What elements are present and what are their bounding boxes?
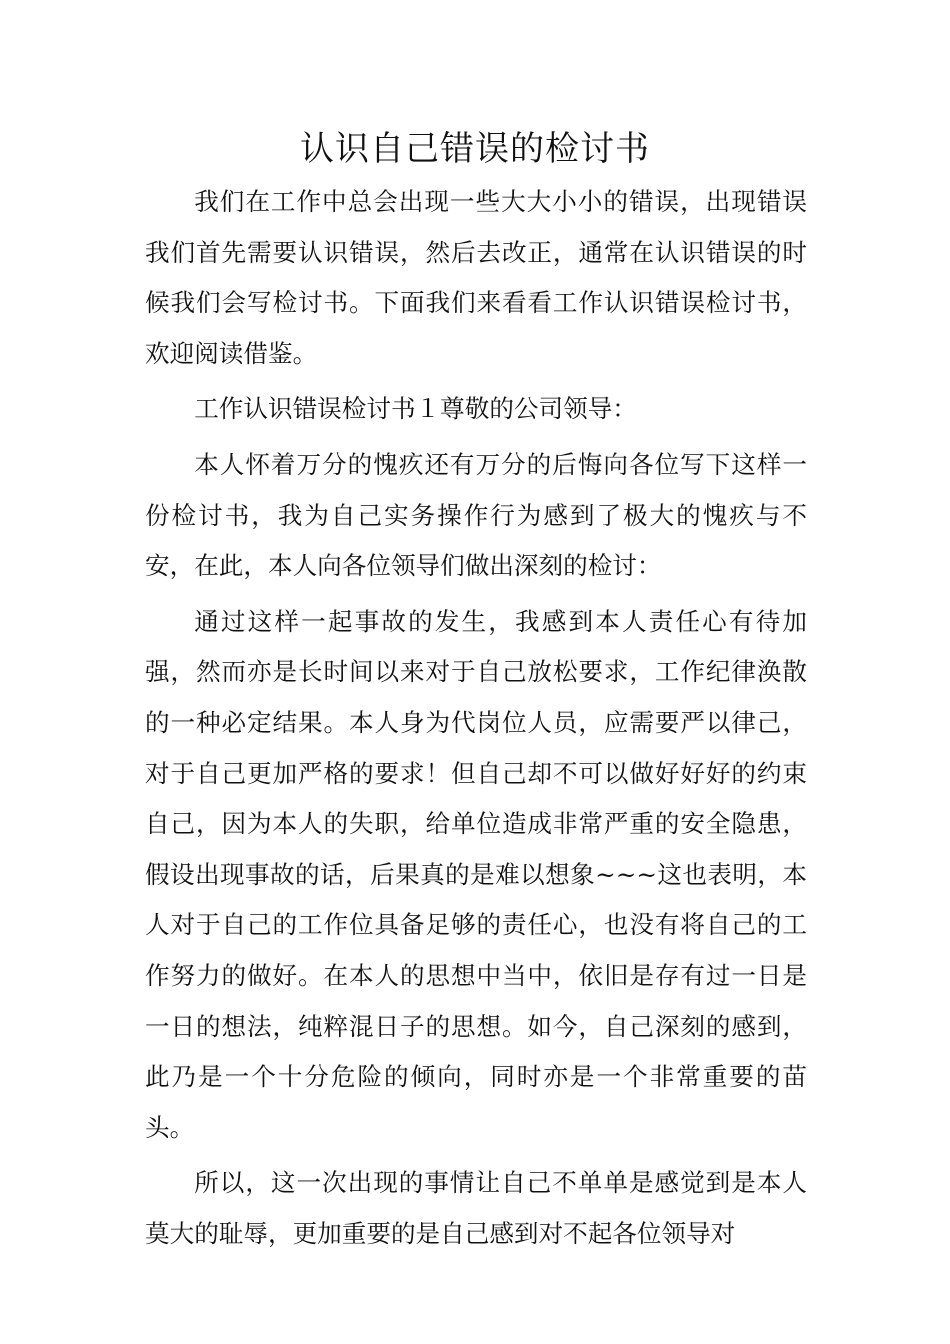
body-paragraph-3: 所以，这一次出现的事情让自己不单单是感觉到是本人莫大的耻辱，更加重要的是自己感到对不起各位领导对 <box>145 1168 807 1248</box>
document-body <box>145 177 807 1259</box>
intro-paragraph: 我们在工作中总会出现一些大大小小的错误，出现错误我们首先需要认识错误，然后去改正，通常在认识错误的时候我们会写检讨书。下面我们来看看工作认识错误检讨书，欢迎阅读借鉴。 <box>145 187 807 368</box>
body-paragraph-1: 本人怀着万分的愧疚还有万分的后悔向各位写下这样一份检讨书，我为自己实务操作行为感到了极大的愧疚与不安，在此，本人向各位领导们做出深刻的检讨： <box>145 449 807 581</box>
document-title: 认识自己错误的检讨书 <box>300 129 650 169</box>
body-paragraph-2: 通过这样一起事故的发生，我感到本人责任心有待加强，然而亦是长时间以来对于自己放松要求，工作纪律涣散的一种必定结果。本人身为代岗位人员，应需要严以律己，对于自己更加严格的要求！但自己却不可以做好好好的约束自己，因为本人的失职，给单位造成非常严重的安全隐患，假设出现事故的话，后果真的是难以想象~~~这也表明，本人对于自己的工作位具备足够的责任心，也没有将自己的工作努力的做好。在本人的思想中当中，依旧是存有过一日是一日的想法，纯粹混日子的思想。如今，自己深刻的感到，此乃是一个十分危险的倾向，同时亦是一个非常重要的苗头。 <box>145 606 807 1142</box>
salutation-paragraph: 工作认识错误检讨书１尊敬的公司领导： <box>194 394 637 424</box>
